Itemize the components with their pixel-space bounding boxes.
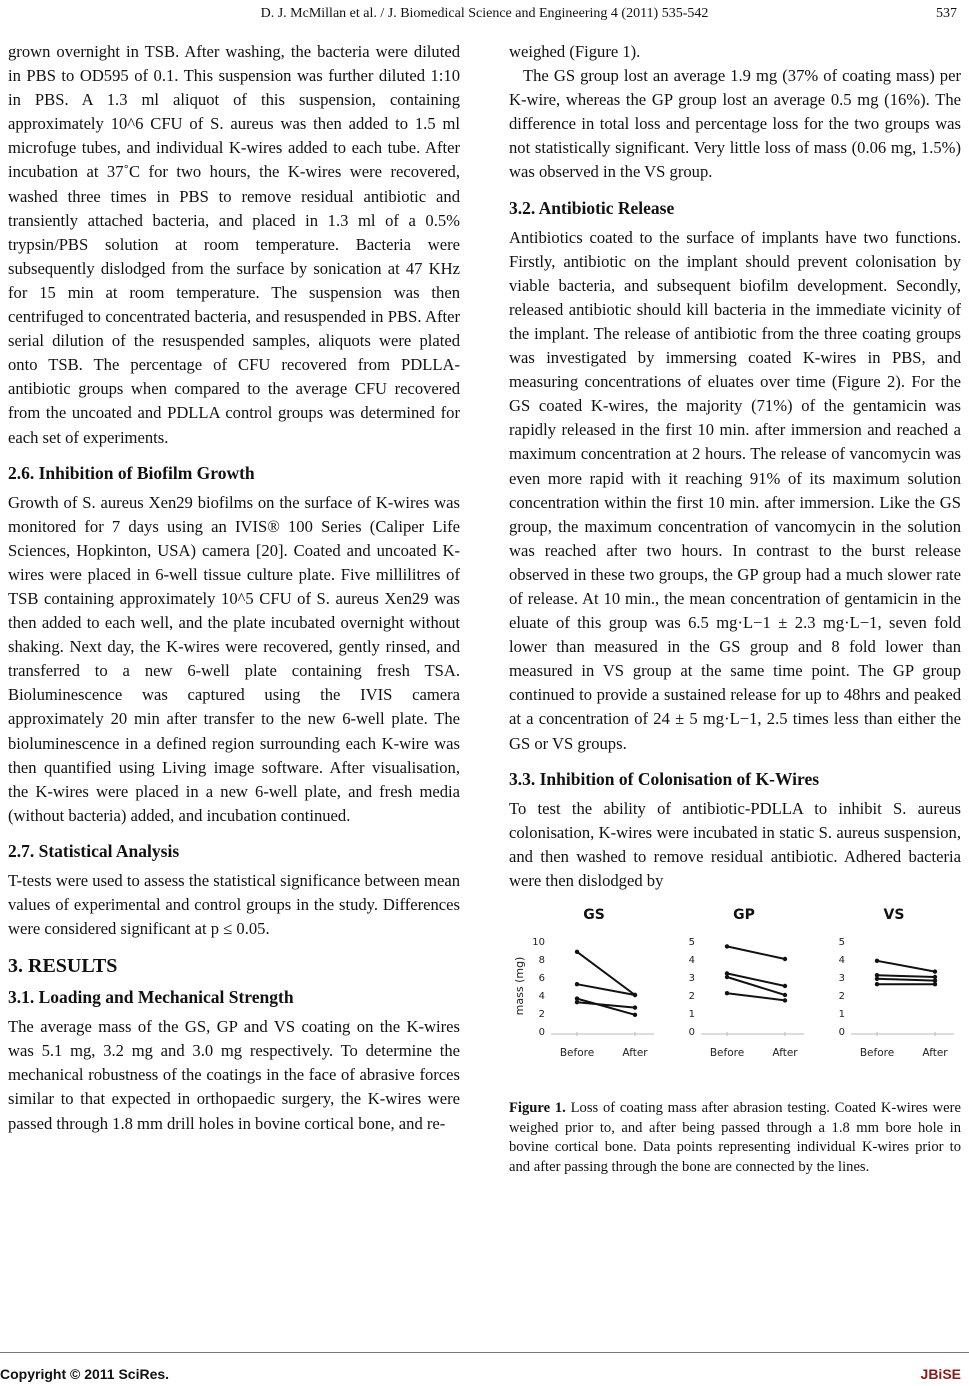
data-point-before — [575, 1000, 579, 1004]
figure-1-caption — [509, 1099, 961, 1177]
y-tick-label: 8 — [538, 955, 545, 966]
paragraph-biofilm: Growth of S. aureus Xen29 biofilms on the surface of K-wires was monitored for 7 days using an IVIS® 100 Series (Caliper Life Sciences, Hopkinton, USA) camera [20]. Coated and uncoated K-wires were placed in 6-well tissue culture plate. Five millilitres of TSB containing approximately 10^5 CFU of S. aureus Xen29 was then added to each well, and the plate incubated overnight without shaking. Next day, the K-wires were recovered, gently rinsed, and transferred to a new 6-well plate containing fresh TSA. Bioluminescence was captured using the IVIS camera approximately 20 min after transfer to the new 6-well plate. The bioluminescence in a defined region surrounding each K-wire was then quantified using Living image software. After visualisation, the K-wires were placed in a new 6-well plate, and fresh media (without bacteria) added, and incubation continued. — [8, 492, 460, 825]
paragraph-colonisation: To test the ability of antibiotic-PDLLA to inhibit S. aureus colonisation, K-wires were incubated in static S. aureus suspension, and then washed to remove residual antibiotic. Adhered bacteria were then dislodged by — [509, 798, 961, 890]
panel-title-gp: GP — [733, 907, 755, 923]
paragraph-mass-loss: The GS group lost an average 1.9 mg (37% of coating mass) per K-wire, whereas the GP group lost an average 0.5 mg (16%). The difference in total loss and percentage loss for the two groups was not statistically significant. Very little loss of mass (0.06 mg, 1.5%) was observed in the VS group. — [509, 66, 961, 182]
page-footer — [0, 1352, 969, 1386]
series-line — [577, 952, 635, 995]
heading-3-1: 3.1. Loading and Mechanical Strength — [8, 987, 294, 1008]
data-point-after — [783, 984, 787, 988]
data-point-before — [875, 977, 879, 981]
data-point-after — [783, 993, 787, 997]
caption-label: Figure 1. — [509, 1100, 566, 1116]
y-tick-label: 0 — [838, 1027, 845, 1038]
y-tick-label: 4 — [538, 991, 545, 1002]
footer-journal: JBiSE — [920, 1366, 961, 1382]
y-tick-label: 10 — [532, 937, 545, 948]
paragraph-weighed: weighed (Figure 1). — [509, 42, 641, 61]
footer-copyright: Copyright © 2011 SciRes. — [0, 1366, 170, 1382]
panel-title-gs: GS — [583, 907, 605, 923]
y-tick-label: 2 — [838, 991, 845, 1002]
data-point-before — [725, 991, 729, 995]
y-tick-label: 2 — [538, 1009, 545, 1020]
x-tick-label-before: Before — [559, 1047, 595, 1059]
series-line — [877, 975, 935, 977]
data-point-before — [725, 944, 729, 948]
figure-1-chart — [509, 903, 961, 1083]
data-point-after — [633, 1013, 637, 1017]
y-tick-label: 3 — [688, 973, 695, 984]
footer-rule — [0, 1352, 969, 1353]
series-line — [727, 993, 785, 1000]
y-tick-label: 6 — [538, 973, 545, 984]
data-point-after — [783, 957, 787, 961]
paragraph-loading: The average mass of the GS, GP and VS coating on the K-wires was 5.1 mg, 3.2 mg and 3.0 mg respectively. To determine the mechanical robustness of the coatings in the face of abrasive forces similar to that expected in orthopaedic surgery, the K-wires were passed through 1.8 mm drill holes in bovine cortical bone, and re- — [8, 1017, 460, 1133]
heading-2-6: 2.6. Inhibition of Biofilm Growth — [8, 462, 255, 483]
paragraph-methods-continued: grown overnight in TSB. After washing, the bacteria were diluted in PBS to OD595 of 0.1. This suspension was further diluted 1:10 in PBS. A 1.3 ml aliquot of this suspension, containing approximately 10^6 CFU of S. aureus was then added to 1.5 ml microfuge tubes, and individual K-wires added to each tube. After incubation at 37˚C for two hours, the K-wires were recovered, washed three times in PBS to remove residual antibiotic and transiently attached bacteria, and placed in 1.3 ml of a 0.5% trypsin/PBS solution at room temperature. Bacteria were subsequently dislodged from the surface by sonication at 47 KHz for 15 min at room temperature. The suspension was then centrifuged to concentrated bacteria, and resuspended in PBS. After serial dilution of the resuspended samples, aliquots were plated onto TSB. The percentage of CFU recovered from PDLLA-antibiotic groups when compared to the average CFU recovered from the uncoated and PDLLA control groups was determined for each set of experiments. — [8, 42, 460, 447]
left-column — [8, 40, 460, 1136]
heading-results: 3. RESULTS — [8, 955, 118, 978]
series-line — [877, 961, 935, 972]
heading-3-2: 3.2. Antibiotic Release — [509, 197, 675, 218]
paragraph-statistics: T-tests were used to assess the statistical significance between mean values of experimental and control groups in the study. Differences were considered significant at p ≤ 0.05. — [8, 870, 460, 939]
x-tick-label-before: Before — [709, 1047, 745, 1059]
heading-2-7: 2.7. Statistical Analysis — [8, 840, 180, 861]
page-number: 537 — [936, 6, 957, 21]
data-point-after — [633, 1005, 637, 1009]
x-tick-label-after: After — [772, 1047, 798, 1059]
data-point-after — [933, 969, 937, 973]
y-tick-label: 4 — [838, 955, 845, 966]
caption-text: Loss of coating mass after abrasion testing. Coated K-wires were weighed prior to, and after being passed through a 1.8 mm bore hole in bovine cortical bone. Data points representing individual K-wires prior to and after passing through the bone are connected by the lines. — [509, 1100, 961, 1175]
data-point-before — [875, 982, 879, 986]
x-tick-label-after: After — [622, 1047, 648, 1059]
y-axis-label: mass (mg) — [513, 956, 526, 1016]
y-tick-label: 0 — [688, 1027, 695, 1038]
series-line — [877, 979, 935, 981]
y-tick-label: 3 — [838, 973, 845, 984]
data-point-before — [575, 982, 579, 986]
paragraph-release: Antibiotics coated to the surface of implants have two functions. Firstly, antibiotic on the implant should prevent colonisation by viable bacteria, and subsequent biofilm development. Secondly, released antibiotic should kill bacteria in the immediate vicinity of the implant. The release of antibiotic from the three coating groups was investigated by immersing coated K-wires in PBS, and measuring concentrations of eluates over time (Figure 2). For the GS coated K-wires, the majority (71%) of the gentamicin was rapidly released in the first 10 min. after immersion and reached a maximum concentration at 2 hours. The release of vancomycin was even more rapid with it reaching 91% of its maximum solution concentration within the first 10 min. after immersion. Like the GS group, the maximum concentration of vancomycin in the solution was reached after two hours. In contrast to the burst release observed in these two groups, the GP group had a much slower rate of release. At 10 min., the mean concentration of gentamicin in the eluate of this group was 6.5 mg·L−1 ± 2.3 mg·L−1, seven fold lower than measured in the GS group and 8 fold lower than measured in VS group at the same time point. The GP group continued to provide a sustained release for up to 48hrs and peaked at a concentration of 24 ± 5 mg·L−1, 2.5 times less than either the GS or VS groups. — [509, 227, 961, 753]
y-tick-label: 0 — [538, 1027, 545, 1038]
heading-3-3: 3.3. Inhibition of Colonisation of K-Wires — [509, 768, 820, 789]
y-tick-label: 1 — [838, 1009, 845, 1020]
y-tick-label: 2 — [688, 991, 695, 1002]
header-citation: D. J. McMillan et al. / J. Biomedical Science and Engineering 4 (2011) 535-542 — [260, 6, 709, 21]
data-point-after — [633, 993, 637, 997]
y-tick-label: 1 — [688, 1009, 695, 1020]
running-header — [0, 6, 969, 28]
right-column — [509, 40, 961, 1177]
series-line — [727, 946, 785, 959]
panel-title-vs: VS — [883, 907, 905, 923]
y-tick-label: 4 — [688, 955, 695, 966]
x-tick-label-after: After — [922, 1047, 948, 1059]
data-point-before — [725, 975, 729, 979]
data-point-after — [783, 998, 787, 1002]
y-tick-label: 5 — [838, 937, 845, 948]
y-tick-label: 5 — [688, 937, 695, 948]
data-point-before — [875, 959, 879, 963]
data-point-after — [933, 982, 937, 986]
data-point-before — [575, 950, 579, 954]
x-tick-label-before: Before — [859, 1047, 895, 1059]
figure-1 — [509, 903, 961, 1083]
